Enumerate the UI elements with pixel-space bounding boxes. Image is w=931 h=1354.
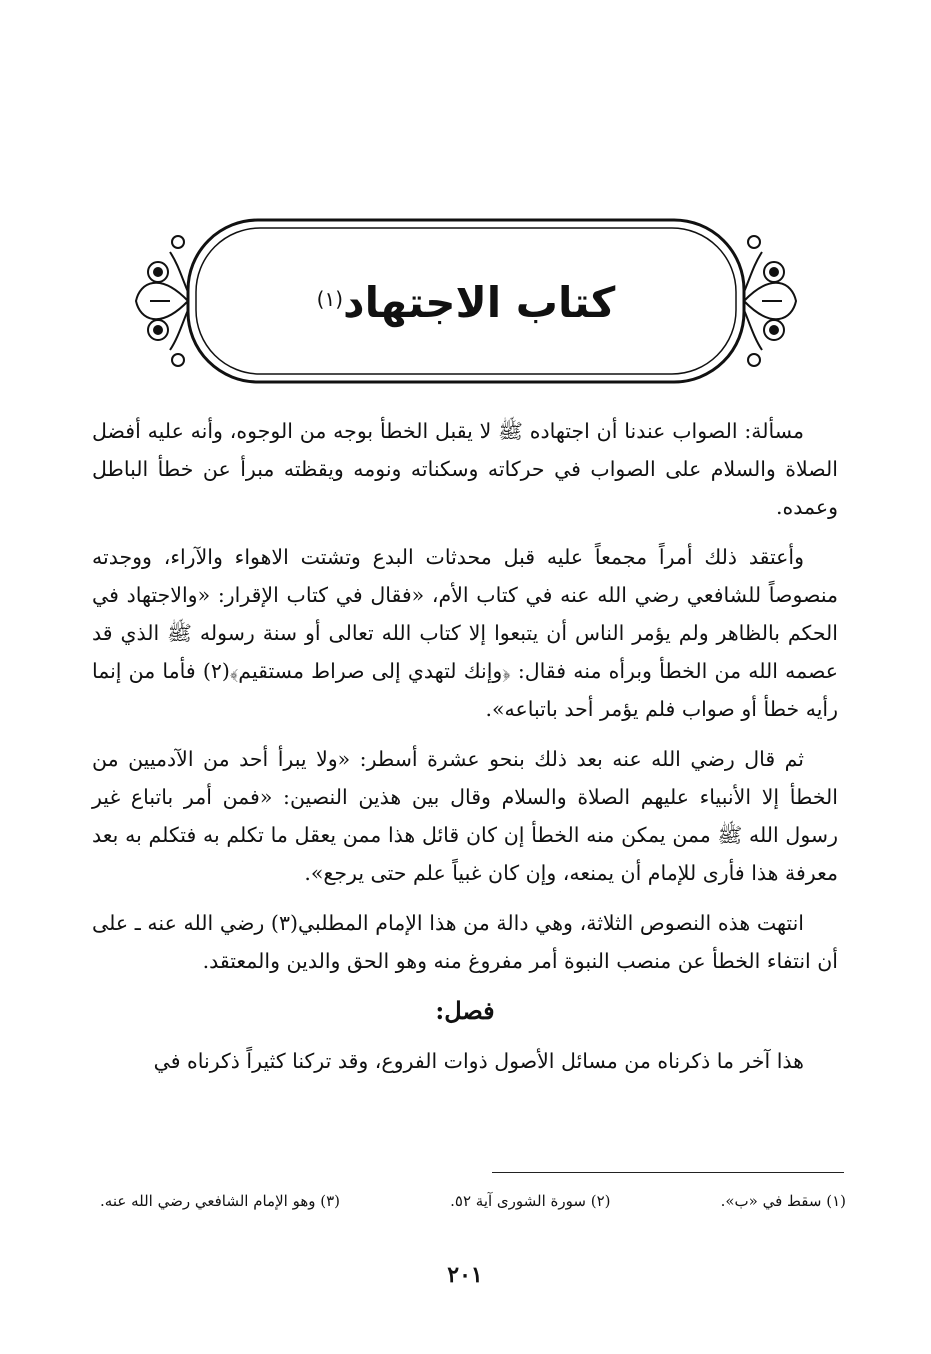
page-number: ٢٠١ [447,1262,483,1288]
main-text [92,412,838,1092]
paragraph-4: انتهت هذه النصوص الثلاثة، وهي دالة من هذا الإمام المطلبي(٣) رضي الله عنه ـ على أن انتفاء الخطأ عن منصب النبوة أمر مفروغ منه وهو الحق والدين والمعتقد. [92,911,838,973]
footnote-3: (٣) وهو الإمام الشافعي رضي الله عنه. [100,1192,341,1210]
chapter-title-footnote-marker: (١) [316,287,344,311]
footnote-separator [492,1172,844,1173]
footnote-2: (٢) سورة الشورى آية ٥٢. [450,1192,611,1210]
section-heading: فصل: [435,996,495,1025]
paragraph-2: وأعتقد ذلك أمراً مجمعاً عليه قبل محدثات البدع وتشتت الاهواء والآراء، ووجدته منصوصاً للشافعي رضي الله عنه في كتاب الأم، «فقال في كتاب الإقرار: «والاجتهاد في الحكم بالظاهر ولم يؤمر الناس أن يتبعوا إلا كتاب الله تعالى أو سنة رسوله ﷺ الذي قد عصمه الله من الخطأ وبرأه منه فقال: ﴿وإنك لتهدي إلى صراط مستقيم﴾(٢) فأما من إنما رأيه خطأ أو صواب فلم يؤمر أحد باتباعه». [92,545,838,721]
paragraph-5: هذا آخر ما ذكرناه من مسائل الأصول ذوات الفروع، وقد تركنا كثيراً ذكرناه في [153,1049,804,1073]
footnotes [100,1192,846,1210]
paragraph-3: ثم قال رضي الله عنه بعد ذلك بنحو عشرة أسطر: «ولا يبرأ أحد من الآدميين من الخطأ إلا الأنبياء عليهم الصلاة والسلام وقال بين هذين النصين: «فمن أمر باتباع غير رسول الله ﷺ ممن يمكن منه الخطأ إن كان قائل هذا ممن يعقل ما تكلم به فتكلم به بعد معرفة هذا فأرى للإمام أن يمنعه، وإن كان غبياً علم حتى يرجع». [92,747,838,885]
paragraph-1: مسألة: الصواب عندنا أن اجتهاده ﷺ لا يقبل الخطأ بوجه من الوجوه، وأنه عليه أفضل الصلاة والسلام على الصواب في حركاته وسكناته ونومه ويقظته مبرأ عن خطأ الباطل وعمده. [92,419,838,519]
footnote-1: (١) سقط في «ب». [720,1192,846,1210]
chapter-title-text: كتاب الاجتهاد [343,278,616,327]
chapter-title [190,268,742,338]
